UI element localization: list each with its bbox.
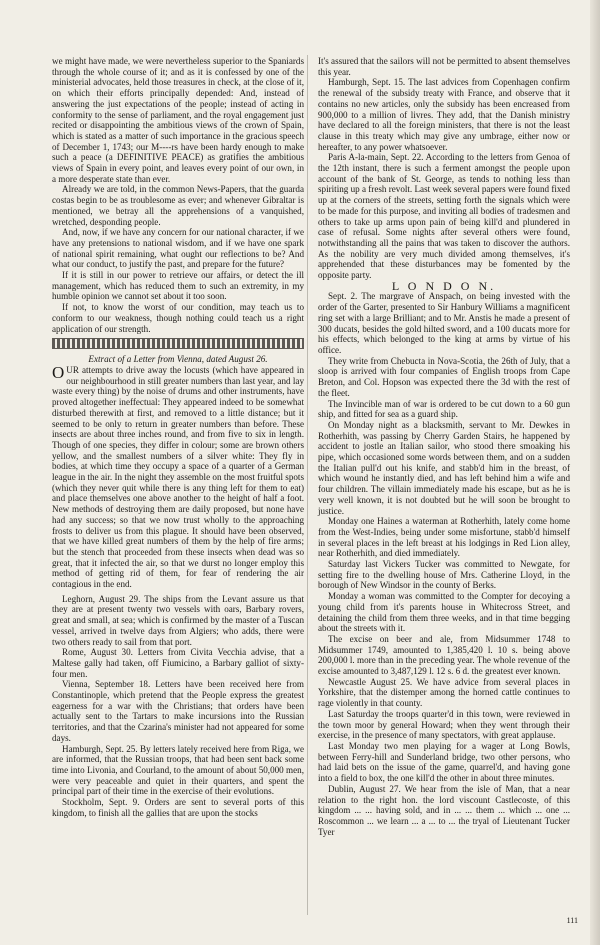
right-paragraph-2: Hamburgh, Sept. 15. The last advices from Copenhagen confirm the renewal of the subsidy treaty with France, and observe that it contains no new articles, only the subsidy has been encreased from 900,000 to a million of livres. They add, that the Danish ministry have declared to all the foreign ministers, that there is not the least clause in this treaty which may give any umbrage, either now or hereafter, to any power whatsoever. xyxy=(318,77,570,152)
london-item-4: On Monday night as a blacksmith, servant to Mr. Dewkes in Rotherhith, was passing by Cherry Garden Stairs, he happened by accident to jostle an Italian sailor, who stood there smoaking his pipe, which occasioned some words between them, and on a sudden the Italian pull'd out his knife, and stabb'd him in the breast, of which wound he instantly died, and has left behind him a wife and four children. The villain immediately made his escape, but as he is very well known, it is not doubted but he will soon be brought to justice. xyxy=(318,419,570,516)
left-paragraph-2: Already we are told, in the common News-Papers, that the guarda costas begin to be as troublesome as ever; and whenever Gibraltar is mentioned, we betray all the apprehensions of a vanquished, wretched, desponding people. xyxy=(52,184,304,227)
london-item-8: The excise on beer and ale, from Midsummer 1748 to Midsummer 1749, amounted to 1,385,420 l. 10 s. being above 200,000 l. more than in the preceding year. The whole revenue of the excise amounted to 3,487,129 l. 12 s. 6 d. the greatest ever known. xyxy=(318,633,570,677)
left-paragraph-4: If it is still in our power to retrieve our affairs, or detect the ill management, which has reduced them to such an extremity, in my humble opinion we cannot set about it too soon. xyxy=(52,270,304,302)
drop-cap: O xyxy=(52,362,65,382)
london-item-6: Saturday last Vickers Tucker was committed to Newgate, for setting fire to the dwelling house of Mrs. Catherine Lloyd, in the borough of New Windsor in the county of Berks. xyxy=(318,559,570,591)
london-item-12: Dublin, August 27. We hear from the isle of Man, that a near relation to the right hon. the lord viscount Castlecoste, of this kingdom ... ... having sold, and in ... ... them ... which ... one ... Roscommon ... we learn ... a ... to ... the tryal of Lieutenant Tucker Tyer xyxy=(318,783,570,837)
news-item-rome: Rome, August 30. Letters from Civita Vecchia advise, that a Maltese gally had taken, off Fiumicino, a Barbary galliot of sixty-four men. xyxy=(52,647,304,679)
london-item-11: Last Monday two men playing for a wager at Long Bowls, between Ferry-hill and Sunderland bridge, two other persons, who had laid bets on the issue of the game, quarrel'd, and having gone into a field to box, the one kill'd the other in about three minutes. xyxy=(318,741,570,784)
extract-body xyxy=(52,362,304,590)
ornamental-rule xyxy=(52,338,304,349)
left-paragraph-5: If not, to know the worst of our condition, may teach us to conform to our weakness, though nothing could teach us a right application of our strength. xyxy=(52,302,304,334)
extract-text: UR attempts to drive away the locusts (which have appeared in our neighbourhood in still greater numbers than last year, and lay waste every thing) by the noise of drums and other instruments, have proved altogether ineffectual: They appeared indeed to be somewhat disturbed therewith at first, and removed to a little distance; but it seemed to be only to return in greater numbers than before. These insects are about three inches round, and from five to six in length. Though of one species, they differ in colour; some are brown others yellow, and the smallest numbers of a silver white: They fly in bodies, at which time they occupy a space of a quarter of a German league in the air. In the night they assemble on the most fruitful spots (which they never quit while there is any thing left for them to eat) and place themselves one above another to the height of half a foot. New methods of destroying them are daily proposed, but none have had any success; so that we now trust wholly to the approaching frosts to deliver us from this plague. It should have been observed, that we have killed great numbers of them by the help of fire arms; but the stench that proceeded from these insects when dead was so great, that it infected the air, so that we durst no longer employ this method of getting rid of them, for fear of rendering the air contagious in the end. xyxy=(52,364,304,590)
right-paragraph-3: Paris A-la-main, Sept. 22. According to the letters from Genoa of the 12th instant, there is such a ferment amongst the people upon account of the bank of St. George, as tends to nothing less than spiriting up a fresh revolt. Last week several papers were found fixed up at the corners of the streets, setting forth the signals which were to be made for this purpose, and inviting all bodies of tradesmen and others to take up arms upon pain of being kill'd and plundered in case of refusal. Some nights after several others were found, notwithstanding all the pains that was taken to discover the authors. As the nobility are very much divided among themselves, it's apprehended that these disturbances may be fomented by the opposite party. xyxy=(318,152,571,281)
london-heading: L O N D O N. xyxy=(391,278,497,293)
news-item-hamburgh: Hamburgh, Sept. 25. By letters lately received here from Riga, we are informed, that the Russian troops, that had been sent back some time into Livonia, and Courland, to the amount of about 50,000 men, were very peaceable and quiet in their quarters, and spent the principal part of their time in the exercise of their evolutions. xyxy=(52,743,304,797)
london-item-3: The Invincible man of war is ordered to be cut down to a 60 gun ship, and fitted for sea as a guard ship. xyxy=(318,398,570,420)
london-item-2: They write from Chebucta in Nova-Scotia, the 26th of July, that a sloop is arrived with four companies of English troops from Cape Breton, and Col. Hopson was expected there the 3d with the rest of the fleet. xyxy=(318,355,570,398)
london-item-5: Monday one Haines a waterman at Rotherhith, lately come home from the West-Indies, being under some misfortune, stabb'd himself in several places in the left breast at his lodgings in Red Lion alley, near Rotherhith, and died immediately. xyxy=(318,516,570,559)
london-item-10: Last Saturday the troops quarter'd in this town, were reviewed in the town moor by general Howard; when they went through their exercise, in the presence of many spectators, with great applause. xyxy=(318,708,570,741)
news-item-vienna: Vienna, September 18. Letters have been received here from Constantinople, which pretend that the People express the greatest eagerness for a war with the Christians; that orders have been actually sent to the Tartars to make incursions into the Russian territories, and that the Czarina's minister had not appeared for some days. xyxy=(52,679,304,743)
left-paragraph-3: And, now, if we have any concern for our national character, if we have any pretensions to national wisdom, and if we have one spark of national spirit remaining, what ought our reflections to be? And what our conduct, to justify the past, and prepare for the future? xyxy=(52,227,304,270)
left-paragraph-1: we might have made, we were nevertheless superior to the Spaniards through the whole course of it; and as it is confessed by one of the ministerial advocates, held those treasures in check, at the close of it, on which their efforts principally depended: And, instead of answering the just expectations of the people; instead of acting in conformity to the sense of parliament, and the royal engagement just recited or disappointing the ambitious views of the crown of Spain, which is stated as a matter of such importance in the gracious speech of December 1, 1743; our M----rs have been hardy enough to make such a peace (a DEFINITIVE PEACE) as gratifies the ambitious views of Spain in every point, and leaves every point of our own, in a more desperate state than ever. xyxy=(52,56,304,184)
news-item-leghorn: Leghorn, August 29. The ships from the Levant assure us that they are at present twenty two vessels with oars, Barbary rovers, great and small, at sea; which is confirmed by the master of a Tuscan vessel, arrived in twelve days from Algiers; who adds, there were two others ready to sail from that port. xyxy=(52,593,304,647)
column-divider xyxy=(307,55,308,915)
page-number: 111 xyxy=(566,916,578,925)
london-item-1: Sept. 2. The margrave of Anspach, on being invested with the order of the Garter, presented to Sir Hanbury Williams a magnificent ring set with a large Brilliant; and to Mr. Anstis he made a present of 300 ducats, besides the gold hilted sword, and a 100 ducats more for his effects, which belonged to the king at arms by virtue of his office. xyxy=(318,291,570,355)
news-item-stockholm: Stockholm, Sept. 9. Orders are sent to several ports of this kingdom, to finish all the gallies that are upon the stocks xyxy=(52,797,304,818)
left-column xyxy=(52,56,304,819)
london-item-7: Monday a woman was committed to the Compter for decoying a young child from it's parents house in Whitecross Street, and detaining the child from them three weeks, and in that time begging about the streets with it. xyxy=(318,591,570,634)
london-item-9: Newcastle August 25. We have advice from several places in Yorkshire, that the distemper among the horned cattle continues to rage violently in that county. xyxy=(318,676,570,709)
extract-heading: Extract of a Letter from Vienna, dated August 26. xyxy=(88,354,268,365)
page-edge xyxy=(590,0,600,945)
right-column xyxy=(318,56,570,837)
right-paragraph-1: It's assured that the sailors will not be permitted to absent themselves this year. xyxy=(318,56,570,77)
